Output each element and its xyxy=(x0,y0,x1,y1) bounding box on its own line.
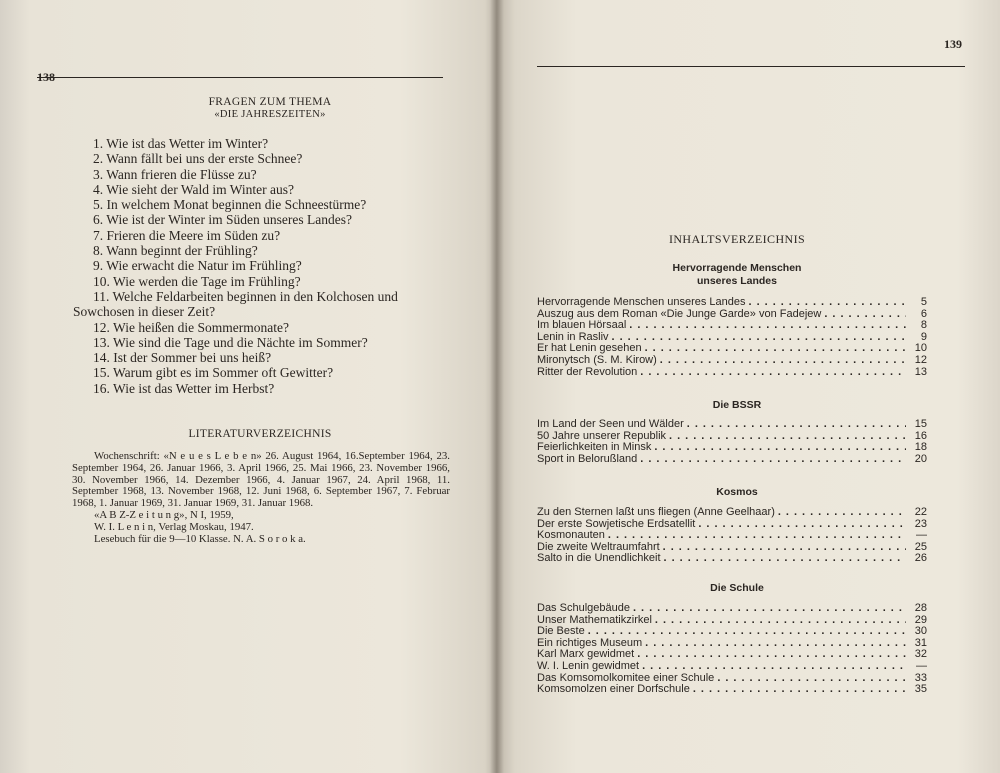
toc-leader-dots xyxy=(698,519,906,531)
toc-entry-title: W. I. Lenin gewidmet xyxy=(537,659,640,672)
toc-leader-dots xyxy=(637,649,906,661)
toc-leader-dots xyxy=(693,684,906,696)
question-item: 2. Wann fällt bei uns der erste Schnee? xyxy=(93,151,303,167)
toc-entry-page: 13 xyxy=(914,365,927,378)
toc-leader-dots xyxy=(669,431,906,443)
toc-entry-page: 25 xyxy=(914,540,927,553)
right-header-rule xyxy=(537,66,965,67)
toc-entry-title: Unser Mathematikzirkel xyxy=(537,613,652,626)
toc-entry-page: 33 xyxy=(914,671,927,684)
left-header-rule xyxy=(37,77,443,78)
toc-leader-dots xyxy=(654,442,906,454)
question-item: 16. Wie ist das Wetter im Herbst? xyxy=(93,380,275,396)
literature-heading: LITERATURVERZEICHNIS xyxy=(188,428,332,440)
toc-leader-dots xyxy=(717,673,906,685)
toc-entry-page: 16 xyxy=(914,429,927,442)
toc-section-entries xyxy=(537,297,927,378)
question-item: 12. Wie heißen die Sommermonate? xyxy=(93,319,290,335)
toc-leader-dots xyxy=(612,332,906,344)
toc-leader-dots xyxy=(655,615,906,627)
toc-entry[interactable] xyxy=(537,507,927,519)
literature-entry: Lesebuch für die 9—10 Klasse. N. A. S o r o k a. xyxy=(94,532,306,545)
left-page-number: 138 xyxy=(37,70,55,84)
questions-heading-line1: FRAGEN ZUM THEMA xyxy=(208,96,332,108)
toc-entry-page: 30 xyxy=(914,625,927,638)
toc-section-title: Kosmos xyxy=(716,486,758,498)
toc-entry-title: Karl Marx gewidmet xyxy=(537,648,635,661)
toc-section-entries xyxy=(537,603,927,696)
literature-entry: Wochenschrift: «N e u e s L e b e n» 26. August 1964, 16.September 1964, 23. September 1964, 26. Januar 1966, 3. April 1966, 25. Mai 1966, 23. November 1966, 30. November 1966, 14. Dezember 1966, 4. Januar 1967, 24. April 1968, 11. September 1968, 13. November 1968, 12. Juni 1968, 6. September 1967, 7. Februar 1968, 1. Januar 1969, 31. Januar 1969, 31. Januar 1968. xyxy=(72,450,450,510)
toc-leader-dots xyxy=(824,309,906,321)
toc-leader-dots xyxy=(640,367,906,379)
toc-entry-page: 20 xyxy=(914,452,927,465)
toc-entry-page: — xyxy=(916,529,927,542)
toc-entry-title: Im blauen Hörsaal xyxy=(537,319,627,332)
question-item: 7. Frieren die Meere im Süden zu? xyxy=(93,227,281,243)
question-item: 3. Wann frieren die Flüsse zu? xyxy=(93,166,257,182)
toc-entry-title: Ritter der Revolution xyxy=(537,365,638,378)
toc-entry[interactable] xyxy=(537,454,927,466)
toc-entry-title: Sport in Belorußland xyxy=(537,452,638,465)
toc-entry-page: 22 xyxy=(914,506,927,518)
toc-entry[interactable] xyxy=(537,615,927,627)
toc-entry-page: 10 xyxy=(914,342,927,355)
question-item: 1. Wie ist das Wetter im Winter? xyxy=(93,136,269,151)
toc-entry[interactable] xyxy=(537,297,927,309)
toc-leader-dots xyxy=(640,454,906,466)
toc-leader-dots xyxy=(664,553,906,565)
toc-entry-title: Ein richtiges Museum xyxy=(537,636,643,649)
question-item: 6. Wie ist der Winter im Süden unseres Landes? xyxy=(93,212,352,228)
toc-entry[interactable] xyxy=(537,603,927,615)
toc-leader-dots xyxy=(645,343,906,355)
toc-section-title-line2: unseres Landes xyxy=(697,275,777,287)
toc-entry-page: 5 xyxy=(920,296,927,308)
toc-entry[interactable] xyxy=(537,661,927,673)
toc-entry-title: Das Schulgebäude xyxy=(537,602,630,614)
question-item: 4. Wie sieht der Wald im Winter aus? xyxy=(93,181,295,197)
toc-leader-dots xyxy=(660,355,906,367)
toc-entry-page: 35 xyxy=(914,683,927,696)
toc-entry[interactable] xyxy=(537,419,927,431)
toc-entry-title: Zu den Sternen laßt uns fliegen (Anne Geelhaar) xyxy=(537,506,775,518)
toc-entry-page: 23 xyxy=(914,517,927,530)
question-item: 5. In welchem Monat beginnen die Schneestürme? xyxy=(93,197,367,213)
toc-entry-title: Der erste Sowjetische Erdsatellit xyxy=(537,517,696,530)
book-gutter xyxy=(490,0,504,773)
question-item: 15. Warum gibt es im Sommer oft Gewitter? xyxy=(93,365,334,381)
toc-section-title: Die Schule xyxy=(710,582,764,594)
toc-leader-dots xyxy=(663,542,906,554)
toc-entry-title: 50 Jahre unserer Republik xyxy=(537,429,667,442)
toc-entry-title: Die Beste xyxy=(537,625,585,638)
literature-entry: «A B Z-Z e i t u n g», N I, 1959, xyxy=(94,508,234,521)
toc-entry-title: Er hat Lenin gesehen xyxy=(537,342,642,355)
toc-leader-dots xyxy=(645,638,906,650)
toc-entry-title: Mironytsch (S. M. Kirow) xyxy=(537,353,657,366)
toc-leader-dots xyxy=(629,320,906,332)
toc-entry-page: 6 xyxy=(920,307,927,320)
toc-leader-dots xyxy=(687,419,906,431)
toc-entry-title: Komsomolzen einer Dorfschule xyxy=(537,683,690,696)
toc-entry-page: 15 xyxy=(914,418,927,430)
toc-leader-dots xyxy=(633,603,906,615)
toc-entry-title: Feierlichkeiten in Minsk xyxy=(537,441,652,454)
toc-entry-page: 32 xyxy=(914,648,927,661)
toc-entry[interactable] xyxy=(537,367,927,379)
toc-entry-title: Salto in die Unendlichkeit xyxy=(537,552,661,565)
literature-entry: W. I. L e n i n, Verlag Moskau, 1947. xyxy=(94,520,254,533)
toc-section-title: Die BSSR xyxy=(712,399,762,411)
toc-entry-title: Lenin in Rasliv xyxy=(537,330,609,343)
toc-leader-dots xyxy=(749,297,906,309)
toc-entry-title: Auszug aus dem Roman «Die Junge Garde» von Fadejew xyxy=(537,307,822,320)
toc-entry-page: 26 xyxy=(914,552,927,565)
toc-leader-dots xyxy=(642,661,906,673)
toc-leader-dots xyxy=(778,507,906,519)
question-item: 13. Wie sind die Tage und die Nächte im Sommer? xyxy=(93,334,368,350)
question-item: 11. Welche Feldarbeiten beginnen in den Kolchosen und xyxy=(93,288,398,304)
question-list xyxy=(73,136,453,396)
literature-list xyxy=(72,451,450,545)
toc-entry-page: 12 xyxy=(914,353,927,366)
toc-entry-page: 18 xyxy=(914,441,927,454)
toc-entry-title: Das Komsomolkomitee einer Schule xyxy=(537,671,715,684)
toc-entry-page: 29 xyxy=(914,613,927,626)
toc-entry[interactable] xyxy=(537,684,927,696)
toc-entry-page: 31 xyxy=(914,636,927,649)
toc-entry[interactable] xyxy=(537,355,927,367)
toc-entry-title: Kosmonauten xyxy=(537,529,605,542)
toc-entry-page: 28 xyxy=(914,602,927,614)
toc-entry-page: 9 xyxy=(920,330,927,343)
toc-title: INHALTSVERZEICHNIS xyxy=(668,232,806,246)
question-item-continuation: Sowchosen in dieser Zeit? xyxy=(73,304,216,320)
toc-section-title xyxy=(537,262,937,288)
toc-entry-title: Die zweite Weltraumfahrt xyxy=(537,540,660,553)
toc-section-title-line1: Hervorragende Menschen xyxy=(672,262,802,274)
question-item: 9. Wie erwacht die Natur im Frühling? xyxy=(93,258,302,274)
toc-entry-page: — xyxy=(916,659,927,672)
toc-entry-title: Im Land der Seen und Wälder xyxy=(537,418,684,430)
toc-section-entries xyxy=(537,419,927,465)
toc-section-entries xyxy=(537,507,927,565)
questions-heading-line2: «DIE JAHRESZEITEN» xyxy=(214,109,326,120)
toc-entry-page: 8 xyxy=(920,319,927,332)
question-item: 14. Ist der Sommer bei uns heiß? xyxy=(93,350,272,366)
question-item: 8. Wann beginnt der Frühling? xyxy=(93,243,258,259)
right-page-number: 139 xyxy=(944,37,962,51)
toc-entry-title: Hervorragende Menschen unseres Landes xyxy=(537,296,746,308)
toc-entry[interactable] xyxy=(537,553,927,565)
question-item: 10. Wie werden die Tage im Frühling? xyxy=(93,273,301,289)
